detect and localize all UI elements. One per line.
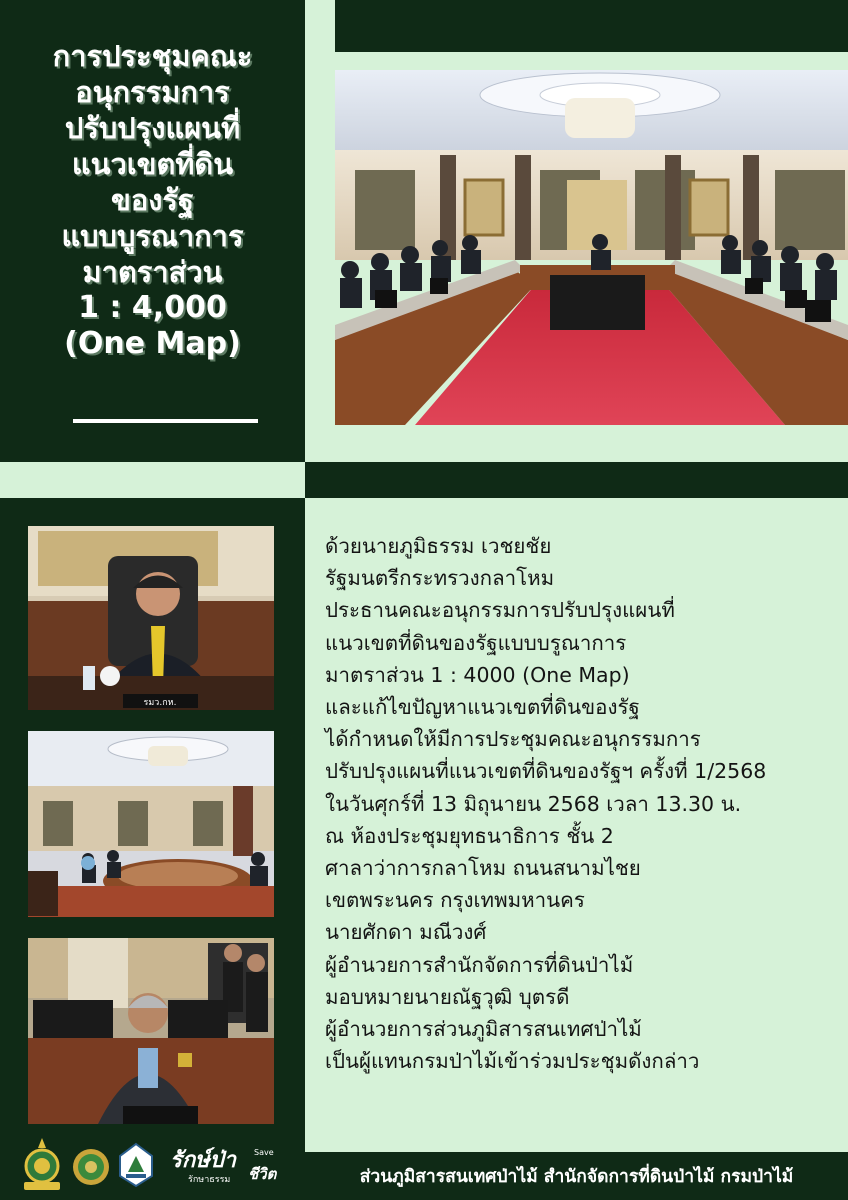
representative-photo [28, 938, 274, 1124]
body-line: ศาลาว่าการกลาโหม ถนนสนามไชย [325, 856, 641, 881]
body-line: มาตราส่วน 1 : 4000 (One Map) [325, 662, 630, 687]
title-line: มาตราส่วน [82, 255, 223, 289]
rfd-emblem-logo [20, 1138, 64, 1192]
body-line: แนวเขตที่ดินของรัฐแบบบรูณาการ [325, 630, 627, 655]
land-management-logo [72, 1148, 110, 1186]
body-line: นายศักดา มณีวงศ์ [325, 920, 487, 945]
logo-sub-text: รักษาธรรม [188, 1175, 231, 1185]
body-line: ปรับปรุงแผนที่แนวเขตที่ดินของรัฐฯ ครั้งที่ 1/2568 [325, 759, 767, 784]
title-line: แบบบูรณาการ [61, 219, 244, 253]
article-body [325, 530, 848, 1077]
body-line: และแก้ไขปัญหาแนวเขตที่ดินของรัฐ [325, 695, 640, 720]
body-line: มอบหมายนายณัฐวุฒิ บุตรดี [325, 984, 570, 1009]
save-forest-campaign-logo [168, 1142, 288, 1190]
title-line: ของรัฐ [111, 183, 194, 217]
body-line: ประธานคณะอนุกรรมการปรับปรุงแผนที่ [325, 598, 675, 623]
footer-department-text: ส่วนภูมิสารสนเทศป่าไม้ สำนักจัดการที่ดินป่าไม้ กรมป่าไม้ [359, 1167, 794, 1187]
body-line: ผู้อำนวยการส่วนภูมิสารสนเทศป่าไม้ [325, 1017, 642, 1042]
geoinformatics-logo [118, 1142, 154, 1188]
body-line: รัฐมนตรีกระทรวงกลาโหม [325, 566, 555, 591]
chairman-photo [28, 526, 274, 710]
title-underline [73, 419, 258, 423]
title-line: อนุกรรมการ [75, 75, 230, 109]
mid-band [305, 462, 848, 498]
body-line: เป็นผู้แทนกรมป่าไม้เข้าร่วมประชุมดังกล่าว [325, 1049, 700, 1074]
top-right-bar [335, 0, 848, 52]
title-line: 1 : 4,000 [78, 290, 227, 325]
title-line: ปรับปรุงแผนที่ [64, 111, 241, 145]
body-line: เขตพระนคร กรุงเทพมหานคร [325, 888, 585, 913]
title-line: การประชุมคณะ [52, 39, 253, 73]
body-line: ณ ห้องประชุมยุทธนาธิการ ชั้น 2 [325, 823, 614, 848]
body-line: ในวันศุกร์ที่ 13 มิถุนายน 2568 เวลา 13.30 น. [325, 791, 742, 816]
logo-main-text: รักษ์ป่า [170, 1148, 236, 1173]
title-line: (One Map) [64, 326, 241, 361]
meeting-room-photo [335, 70, 848, 425]
body-line: ได้กำหนดให้มีการประชุมคณะอนุกรรมการ [325, 727, 701, 752]
body-line: ด้วยนายภูมิธรรม เวชยชัย [325, 534, 552, 558]
conference-hall-photo [28, 731, 274, 917]
logo-save-text: Save [254, 1148, 274, 1157]
body-line: ผู้อำนวยการสำนักจัดการที่ดินป่าไม้ [325, 952, 634, 977]
title-line: แนวเขตที่ดิน [71, 147, 234, 181]
nameplate-label: รมว.กห. [143, 698, 177, 708]
page-title [0, 0, 305, 462]
logo-life-text: ชีวิต [248, 1165, 277, 1183]
